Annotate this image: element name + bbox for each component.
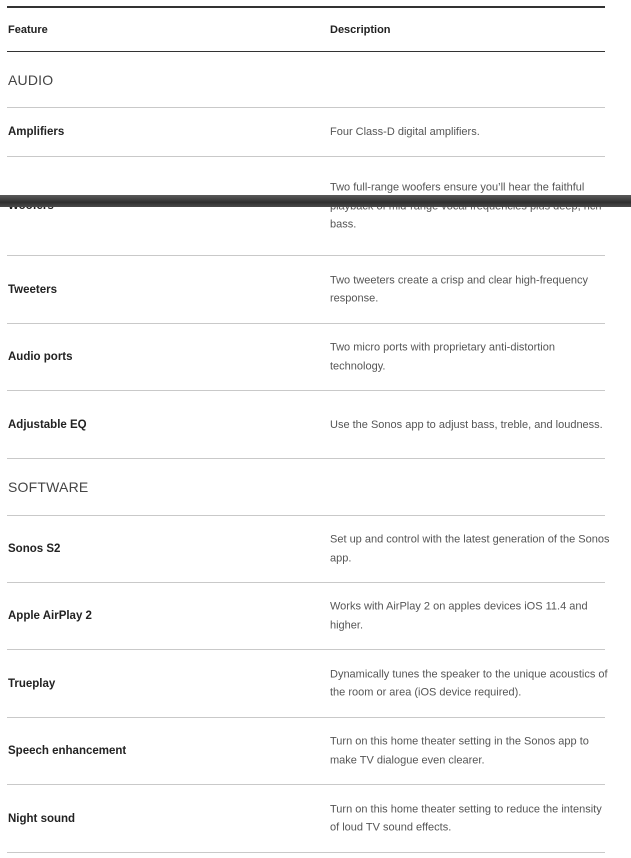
feature-description: Two micro ports with proprietary anti-distortion technology. (330, 341, 555, 372)
table-row (7, 650, 608, 718)
section-software (7, 459, 605, 516)
feature-description: Two tweeters create a crisp and clear high-frequency response. (330, 274, 589, 305)
feature-description: Four Class-D digital amplifiers. (330, 125, 480, 138)
feature-label: Amplifiers (8, 126, 65, 138)
table-row (7, 516, 610, 583)
table-row (7, 583, 605, 650)
feature-label: Trueplay (8, 677, 56, 690)
section-title: AUDIO (8, 71, 54, 88)
feature-description: Use the Sonos app to adjust bass, treble, and loudness. (330, 418, 603, 431)
capture-seam-bar (0, 195, 631, 207)
table-row (7, 718, 605, 785)
feature-label: Apple AirPlay 2 (8, 610, 92, 622)
description-column-header: Description (330, 23, 391, 36)
feature-label: Adjustable EQ (8, 418, 87, 431)
feature-label: Sonos S2 (8, 543, 61, 555)
feature-label: Speech enhancement (8, 745, 127, 757)
feature-column-header: Feature (8, 23, 48, 36)
table-row (7, 256, 605, 324)
table-row (7, 391, 605, 459)
feature-description: Two full-range woofers ensure you’ll hear the faithful bass. (330, 181, 585, 231)
table-header (7, 6, 605, 52)
feature-description: Turn on this home theater setting to reduce the intensity of loud TV sound effects. (330, 803, 602, 834)
feature-description: Set up and control with the latest generation of the Sonos app. (330, 533, 610, 564)
section-title: SOFTWARE (8, 479, 89, 495)
feature-label: Tweeters (8, 283, 58, 296)
feature-description: Turn on this home theater setting in the Sonos app to make TV dialogue even clearer. (330, 735, 589, 766)
table-row (7, 785, 605, 853)
table-row (7, 324, 605, 391)
feature-description: Dynamically tunes the speaker to the unique acoustics of the room or area (iOS device required). (330, 668, 608, 699)
feature-description: Works with AirPlay 2 on apples devices iOS 11.4 and higher. (330, 600, 588, 631)
table-row (7, 108, 605, 157)
section-audio (7, 52, 605, 108)
feature-label: Audio ports (8, 351, 73, 363)
feature-label: Night sound (8, 812, 76, 825)
